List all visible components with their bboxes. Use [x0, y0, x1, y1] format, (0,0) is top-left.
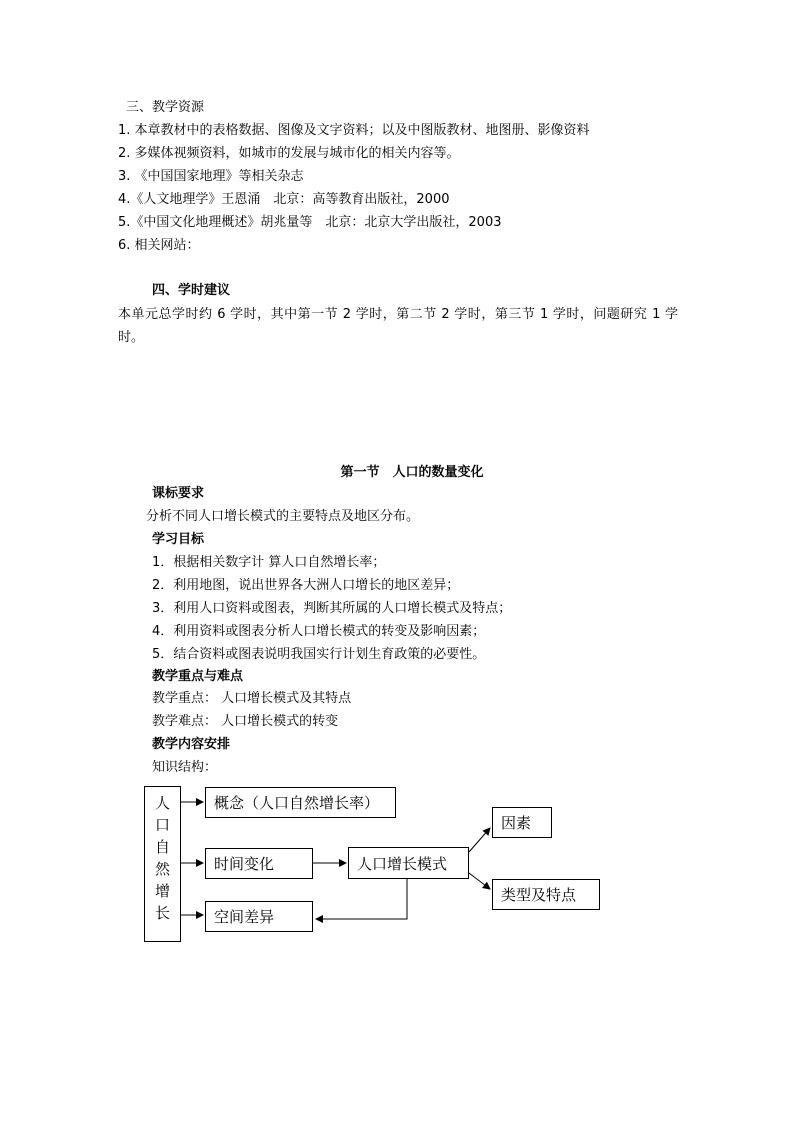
goal-item-5: 5．结合资料或图表说明我国实行计划生育政策的必要性。	[152, 647, 486, 662]
goal-item-3: 3．利用人口资料或图表，判断其所属的人口增长模式及特点；	[152, 601, 512, 616]
goal-item-4: 4．利用资料或图表分析人口增长模式的转变及影响因素；	[152, 624, 486, 639]
resource-item-4: 4.《人文地理学》王恩涌 北京：高等教育出版社，2000	[118, 192, 450, 207]
resource-item-3: 3. 《中国国家地理》等相关杂志	[118, 169, 304, 184]
standard-text: 分析不同人口增长模式的主要特点及地区分布。	[146, 509, 420, 524]
standard-heading: 课标要求	[152, 486, 205, 501]
growth-mode-node: 人口增长模式	[348, 847, 469, 879]
space-diff-node: 空间差异	[205, 901, 313, 932]
resource-item-6: 6. 相关网站：	[118, 238, 200, 253]
key-heading: 教学重点与难点	[152, 669, 244, 684]
arrow-growth-to-space	[316, 879, 407, 919]
time-change-node: 时间变化	[205, 848, 313, 879]
root-char: 增	[154, 882, 170, 900]
concept-node: 概念（人口自然增长率）	[205, 787, 396, 818]
key-point: 教学重点： 人口增长模式及其特点	[152, 691, 352, 706]
difficulty-point: 教学难点： 人口增长模式的转变	[152, 714, 339, 729]
arrow-to-types	[469, 873, 490, 889]
types-node: 类型及特点	[492, 879, 600, 910]
factors-node: 因素	[492, 807, 552, 838]
hours-heading: 四、学时建议	[152, 283, 231, 298]
root-char: 自	[154, 838, 170, 856]
resources-heading: 三、教学资源	[126, 100, 205, 115]
root-char: 长	[154, 904, 170, 922]
root-char: 然	[154, 860, 170, 878]
goal-item-1: 1．根据相关数字计 算人口自然增长率；	[152, 555, 386, 570]
resource-item-2: 2. 多媒体视频资料，如城市的发展与城市化的相关内容等。	[118, 146, 460, 161]
resource-item-1: 1. 本章教材中的表格数据、图像及文字资料；以及中图版教材、地图册、影像资料	[118, 123, 590, 138]
structure-label: 知识结构：	[152, 760, 218, 775]
root-char: 口	[154, 816, 170, 834]
root-node	[144, 786, 181, 942]
resource-item-5: 5.《中国文化地理概述》胡兆量等 北京：北京大学出版社，2003	[118, 215, 502, 230]
root-char: 人	[154, 794, 170, 812]
arrow-to-factors	[469, 828, 490, 852]
goal-item-2: 2．利用地图，说出世界各大洲人口增长的地区差异；	[152, 578, 460, 593]
section-title: 第一节 人口的数量变化	[340, 465, 484, 480]
arrangement-heading: 教学内容安排	[152, 737, 231, 752]
hours-text: 本单元总学时约 6 学时，其中第一节 2 学时，第二节 2 学时，第三节 1 学时，问题研究 1 学时。	[118, 307, 678, 345]
goals-heading: 学习目标	[152, 532, 205, 547]
